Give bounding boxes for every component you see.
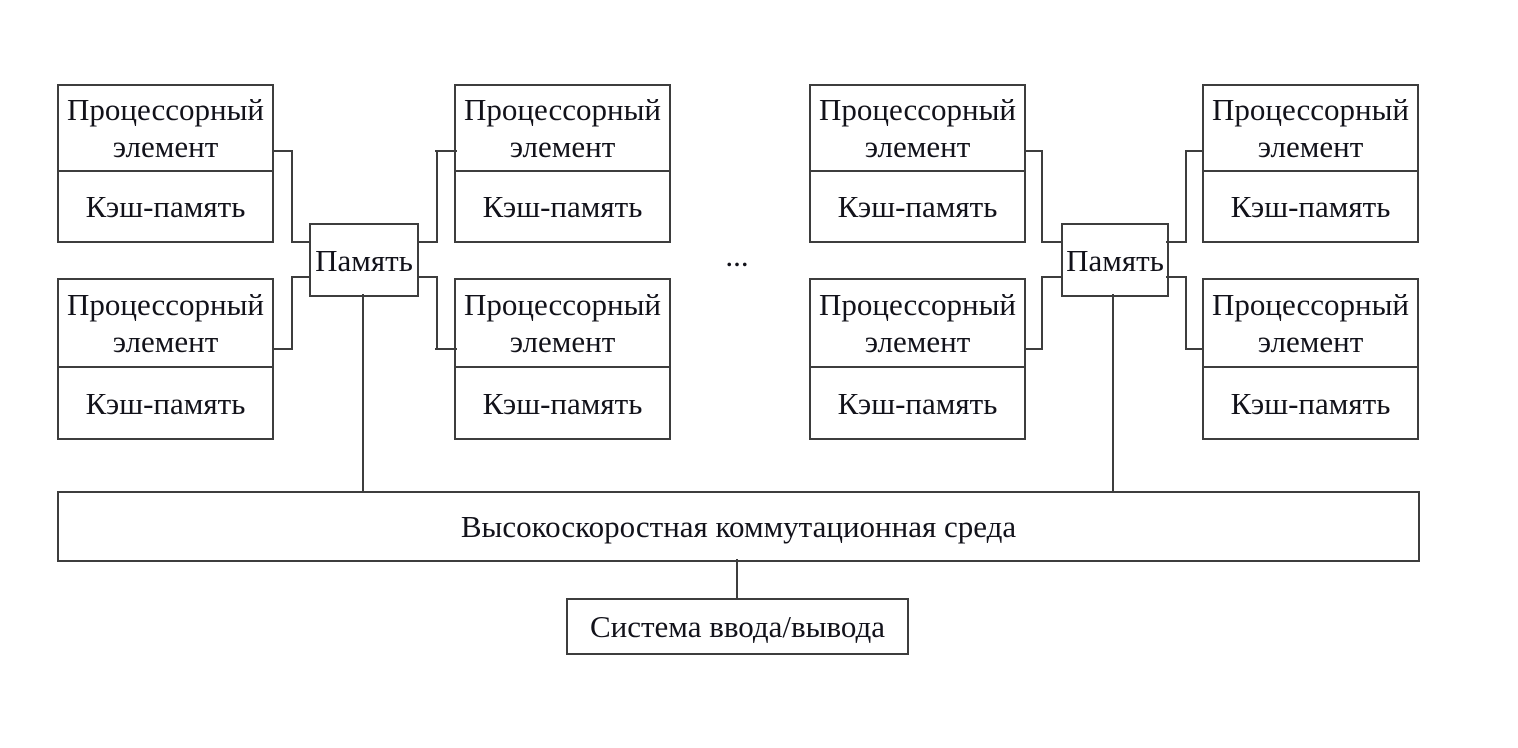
connector-line bbox=[1041, 150, 1043, 243]
connector-line bbox=[435, 348, 457, 350]
bus-io-link bbox=[736, 559, 738, 600]
connector-line bbox=[1166, 241, 1187, 243]
processor-element-label: Процессорный элемент bbox=[811, 280, 1024, 368]
connector-line bbox=[291, 241, 310, 243]
io-system-box bbox=[566, 598, 909, 655]
cache-memory-label: Кэш-память bbox=[85, 385, 246, 421]
connector-line bbox=[291, 150, 293, 243]
connector-line bbox=[1041, 241, 1062, 243]
processor-element-label: Процессорный элемент bbox=[1204, 86, 1417, 172]
memory-label: Память bbox=[315, 242, 413, 278]
connector-line bbox=[1185, 150, 1187, 243]
cache-memory-label: Кэш-память bbox=[1230, 189, 1391, 224]
interconnect-bus-box bbox=[57, 491, 1420, 562]
connector-line bbox=[436, 276, 438, 350]
cache-memory-label: Кэш-память bbox=[837, 385, 998, 421]
connector-line bbox=[417, 276, 438, 278]
processor-element-label: Процессорный элемент bbox=[1204, 280, 1417, 368]
cache-memory-label: Кэш-память bbox=[482, 189, 643, 224]
memory-box bbox=[1061, 223, 1169, 297]
connector-line bbox=[1185, 150, 1204, 152]
processor-element-label: Процессорный элемент bbox=[59, 86, 272, 172]
processor-element-box bbox=[57, 278, 274, 440]
processor-element-box bbox=[809, 84, 1026, 243]
memory-box bbox=[309, 223, 419, 297]
connector-line bbox=[291, 276, 293, 350]
processor-element-box bbox=[57, 84, 274, 243]
processor-element-label: Процессорный элемент bbox=[456, 86, 669, 172]
connector-line bbox=[1025, 348, 1043, 350]
memory-bus-link bbox=[362, 294, 364, 492]
connector-line bbox=[417, 241, 438, 243]
cache-memory-label: Кэш-память bbox=[482, 385, 643, 421]
processor-element-box bbox=[1202, 84, 1419, 243]
connector-line bbox=[1041, 276, 1043, 350]
clusters-ellipsis: ... bbox=[725, 238, 749, 273]
connector-line bbox=[435, 150, 457, 152]
connector-line bbox=[291, 276, 310, 278]
cache-memory-label: Кэш-память bbox=[85, 189, 246, 224]
connector-line bbox=[272, 348, 293, 350]
processor-element-label: Процессорный элемент bbox=[59, 280, 272, 368]
processor-element-box bbox=[809, 278, 1026, 440]
cache-memory-label: Кэш-память bbox=[1230, 385, 1391, 421]
memory-label: Память bbox=[1066, 242, 1164, 278]
io-system-label: Система ввода/вывода bbox=[589, 609, 886, 644]
processor-element-box bbox=[454, 278, 671, 440]
connector-line bbox=[1166, 276, 1187, 278]
connector-line bbox=[1185, 348, 1204, 350]
processor-element-box bbox=[454, 84, 671, 243]
processor-element-label: Процессорный элемент bbox=[811, 86, 1024, 172]
connector-line bbox=[1041, 276, 1062, 278]
processor-element-label: Процессорный элемент bbox=[456, 280, 669, 368]
memory-bus-link bbox=[1112, 294, 1114, 492]
cache-memory-label: Кэш-память bbox=[837, 189, 998, 224]
interconnect-label: Высокоскоростная коммутационная среда bbox=[460, 509, 1017, 544]
connector-line bbox=[1185, 276, 1187, 350]
connector-line bbox=[436, 150, 438, 243]
connector-line bbox=[272, 150, 293, 152]
processor-element-box bbox=[1202, 278, 1419, 440]
